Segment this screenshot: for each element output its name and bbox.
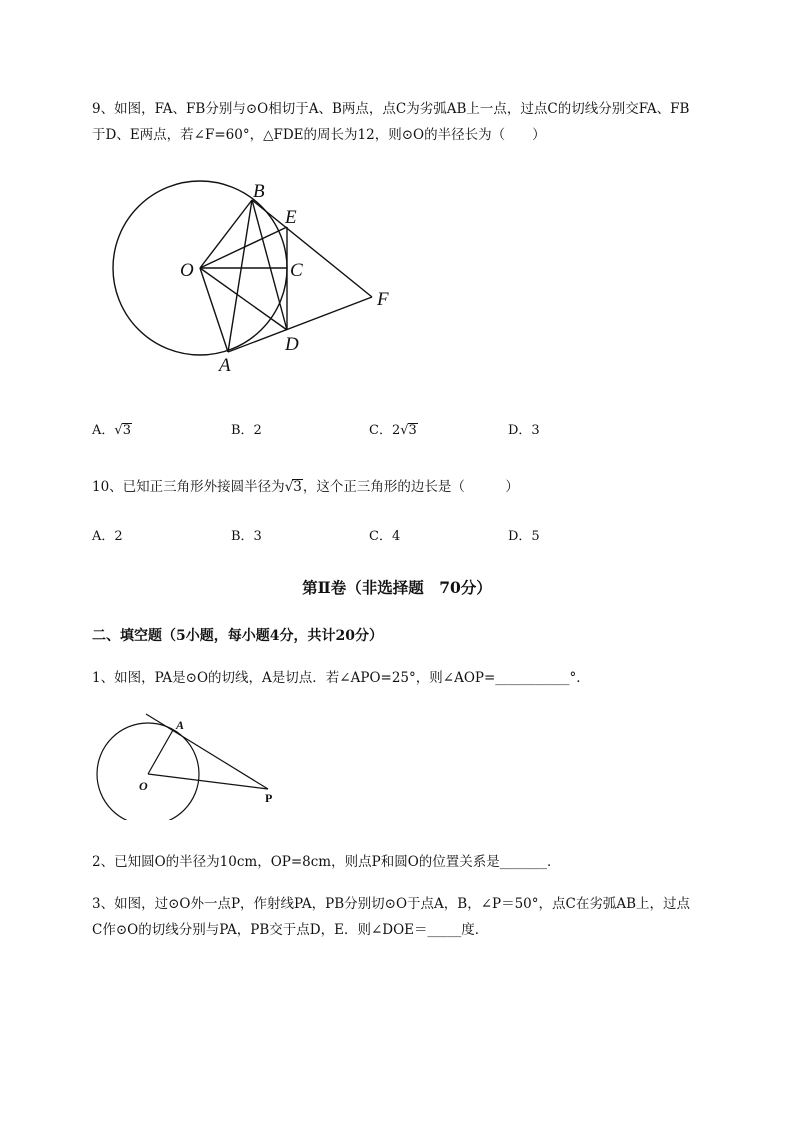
q9-line-BA [228, 200, 252, 352]
f2-stem: 2、已知圆O的半径为10cm，OP=8cm，则点P和圆O的位置关系是_______． [92, 854, 561, 870]
section2-heading: 二、填空题（5小题，每小题4分，共计20分） [92, 628, 383, 644]
q9-label-E: E [285, 207, 297, 228]
q10-option-c: C．4 [369, 529, 401, 544]
q9-option-c: C．2√3 [369, 423, 417, 438]
q9-option-d: D．3 [508, 423, 540, 438]
q9-stem-line1: 9、如图，FA、FB分别与⊙O相切于A、B两点，点C为劣弧AB上一点，过点C的切线分别交FA、FB [92, 101, 690, 117]
q9-option-a-radicand: 3 [122, 423, 131, 438]
q9-figure [0, 0, 794, 420]
q9-stem-line2: 于D、E两点，若∠F=60°，△FDE的周长为12，则⊙O的半径长为（ ） [92, 127, 546, 143]
q9-line-AF [228, 297, 372, 352]
q9-line-BF [252, 200, 372, 297]
q9-option-b: B．2 [231, 423, 262, 438]
q10-stem-after: ，这个正三角形的边长是（ ） [302, 479, 519, 495]
q9-option-c-radicand: 3 [408, 423, 417, 438]
f1-label-O: O [139, 779, 148, 793]
f1-line-OP [148, 774, 268, 789]
q9-line-BD [252, 200, 287, 330]
f3-stem-line2: C作⊙O的切线分别与PA，PB交于点D，E．则∠DOE＝_____度． [92, 922, 489, 938]
q9-line-OB [200, 200, 252, 268]
q9-option-c-prefix: C．2 [369, 423, 401, 438]
q9-label-F: F [377, 289, 389, 310]
q10-stem-before: 10、已知正三角形外接圆半径为 [92, 479, 285, 495]
q10-option-b: B．3 [231, 529, 262, 544]
f3-stem-line1: 3、如图，过⊙O外一点P，作射线PA，PB分别切⊙O于点A，B，∠P＝50°，点C在劣弧AB上，过点 [92, 896, 691, 912]
q9-label-O: O [180, 260, 194, 281]
q10-stem-radicand: 3 [293, 479, 302, 495]
q10-option-a: A．2 [92, 529, 123, 544]
q10-option-d: D．5 [508, 529, 540, 544]
q9-label-A: A [219, 355, 231, 376]
q9-option-a-prefix: A． [92, 423, 115, 438]
q9-label-C: C [290, 260, 303, 281]
q9-line-OD [200, 268, 287, 330]
f1-label-A: A [176, 718, 185, 732]
f1-figure [0, 700, 794, 820]
part2-title: 第Ⅱ卷（非选择题 70分） [302, 578, 492, 597]
f1-label-P: P [265, 791, 273, 805]
q9-label-D: D [285, 334, 299, 355]
q9-line-OA [200, 268, 228, 352]
f1-line-tangent [146, 714, 268, 789]
q9-option-a: A．√3 [92, 423, 131, 438]
q9-line-OE [200, 227, 287, 268]
f1-line-OA [148, 730, 173, 774]
q10-stem: 10、已知正三角形外接圆半径为√3，这个正三角形的边长是（ ） [92, 479, 519, 495]
f1-stem: 1、如图，PA是⊙O的切线，A是切点．若∠APO=25°，则∠AOP=___________°． [92, 670, 590, 686]
q9-label-B: B [253, 181, 265, 202]
